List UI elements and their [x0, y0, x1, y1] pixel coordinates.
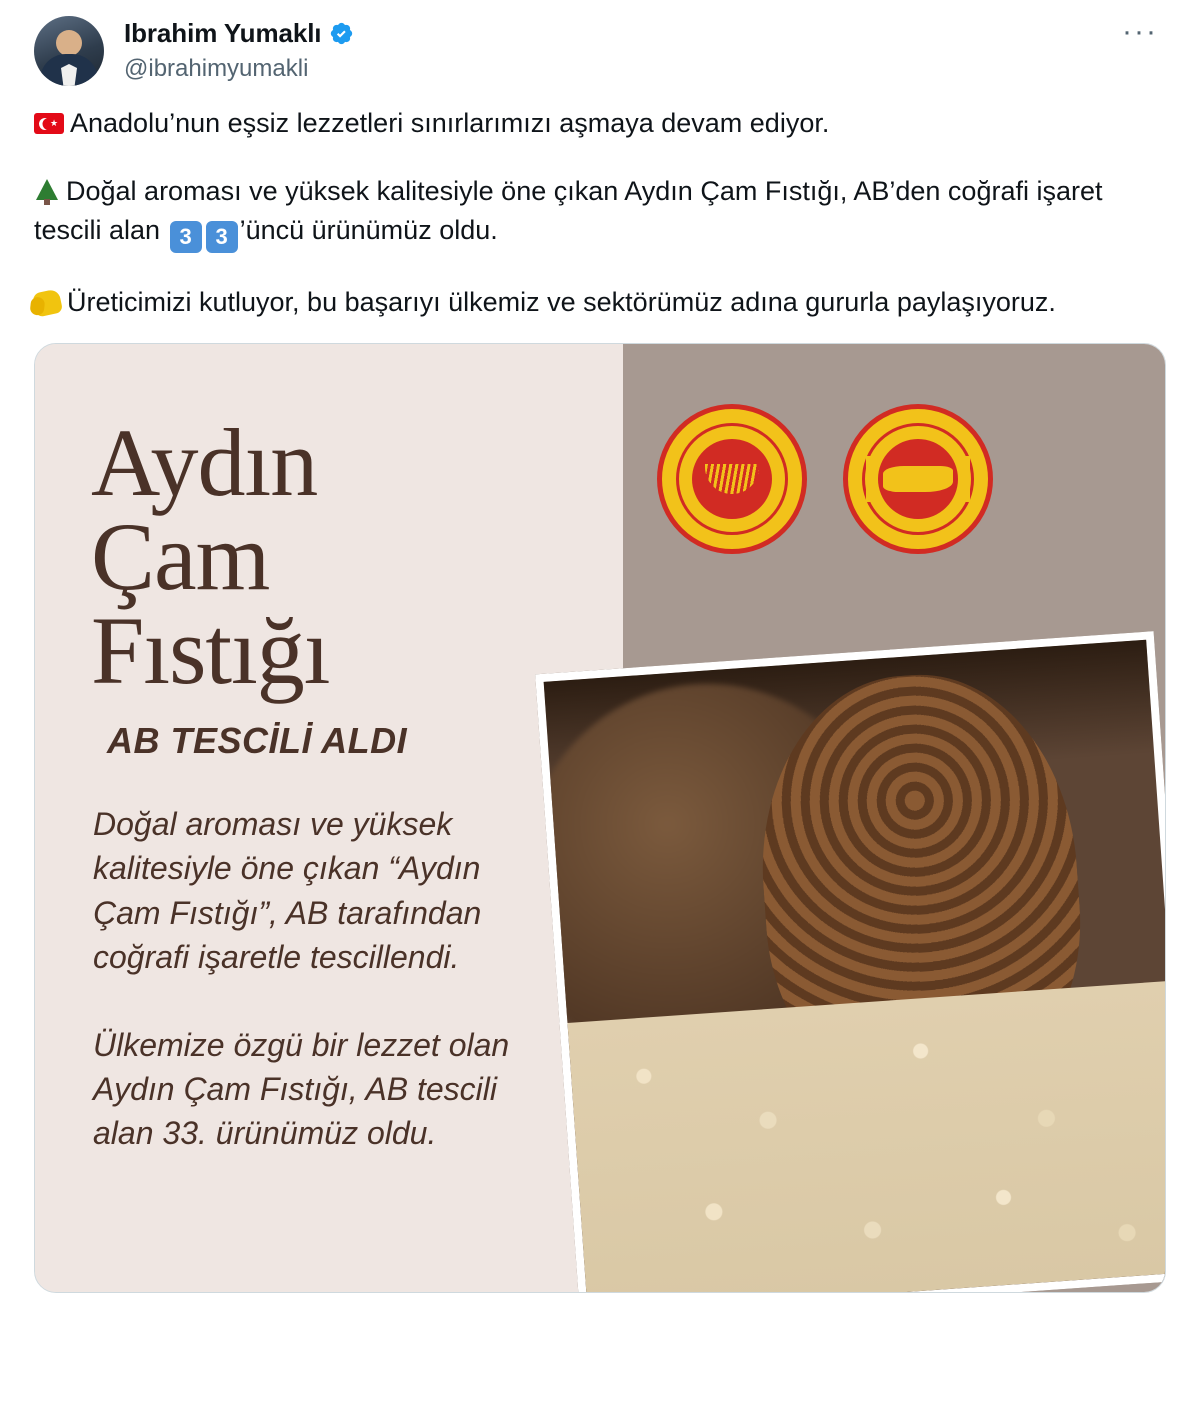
tweet-header [0, 0, 1200, 86]
tweet-text [0, 86, 1200, 321]
tweet-paragraph-2-text-after: ’üncü ürünümüz oldu. [239, 214, 498, 245]
tweet-media-card[interactable] [34, 343, 1166, 1293]
avatar[interactable] [34, 16, 104, 86]
author-name-row [124, 18, 354, 49]
photo-pine-nuts [567, 981, 1166, 1293]
tweet-paragraph-2-text-before: Doğal aroması ve yüksek kalitesiyle öne çıkan Aydın Çam Fıstığı, AB’den coğrafi işaret tescili alan [34, 176, 1103, 245]
turkish-patent-seal [843, 404, 993, 554]
tweet-paragraph-1-text: Anadolu’nun eşsiz lezzetleri sınırlarımızı aşmaya devam ediyor. [70, 108, 830, 138]
verified-badge-icon [329, 21, 354, 46]
poster-title-line-2: Çam [91, 503, 270, 611]
clapping-hands-emoji [32, 288, 63, 317]
poster-title-line-3: Fıstığı [91, 597, 330, 705]
pine-cone-and-pine-nuts-photo [535, 631, 1166, 1293]
poster-image-panel [623, 344, 1165, 1292]
keycap-digit-3-first: 3 [170, 221, 202, 253]
more-options-button[interactable]: ··· [1122, 15, 1158, 48]
keycap-digit-3-second: 3 [206, 221, 238, 253]
poster-subtitle: AB TESCİLİ ALDI [107, 720, 408, 762]
tweet-paragraph-1 [34, 104, 1166, 142]
poster-title-line-1: Aydın [91, 408, 318, 516]
author-handle[interactable]: @ibrahimyumakli [124, 55, 309, 82]
poster-title [91, 408, 623, 705]
evergreen-tree-emoji [34, 179, 60, 205]
pdo-seal [657, 404, 807, 554]
tweet-paragraph-2 [34, 172, 1166, 252]
tweet-paragraph-3-text: Üreticimizi kutluyor, bu başarıyı ülkemiz ve sektörümüz adına gururla paylaşıyoruz. [67, 286, 1056, 317]
poster-text-panel [35, 344, 623, 1292]
poster-body-paragraph-1: Doğal aroması ve yüksek kalitesiyle öne çıkan “Aydın Çam Fıstığı”, AB tarafından coğrafi işaretle tescillendi. [93, 806, 482, 975]
avatar-face [56, 30, 82, 56]
author-display-name[interactable]: Ibrahim Yumaklı [124, 18, 322, 48]
tweet-paragraph-3 [34, 283, 1166, 321]
poster-body-paragraph-2: Ülkemize özgü bir lezzet olan Aydın Çam Fıstığı, AB tescili alan 33. ürünümüz oldu. [93, 1026, 510, 1152]
turkey-map-emblem [883, 466, 953, 492]
avatar-shirt [61, 64, 77, 86]
author-name-block [124, 14, 354, 83]
turkey-flag-emoji [34, 113, 64, 134]
